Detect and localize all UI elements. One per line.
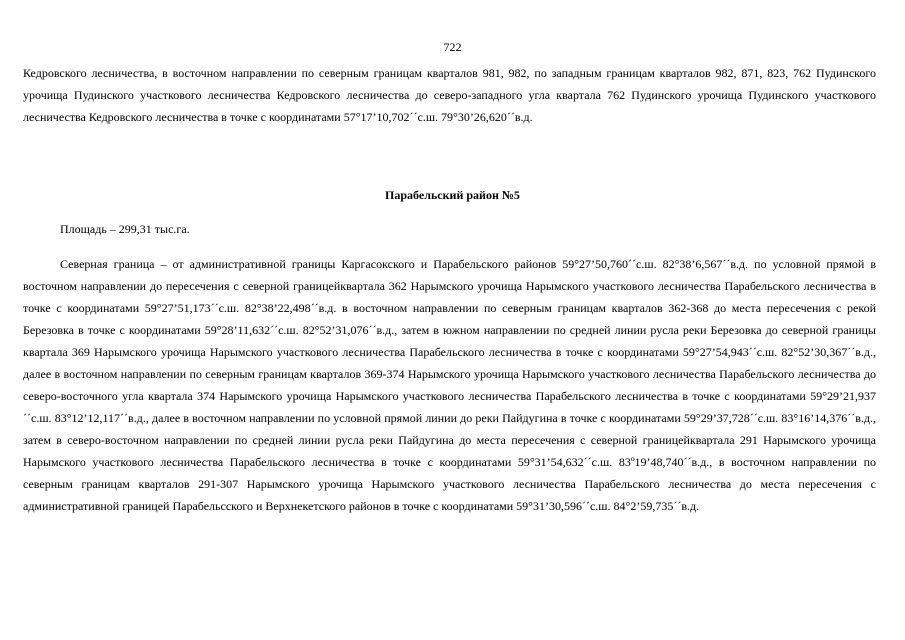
paragraph-continuation: Кедровского лесничества, в восточном направлении по северным границам кварталов 981, 982, по западным границам кварталов 982, 871, 823, 762 Пудинского урочища Пудинского участкового лесничества Кедровского лесничества до северо-западного угла квартала 762 Пудинского урочища Пудинского участкового лесничества Кедровского лесничества в точке с координатами 57°17’10,702´´с.ш. 79°30’26,620´´в.д. <box>23 66 876 124</box>
area-line: Площадь – 299,31 тыс.га. <box>60 222 190 236</box>
page-number: 722 <box>443 40 462 54</box>
paragraph-northern-border: Северная граница – от административной границы Каргасокского и Парабельского районов 59°27’50,760´´с.ш. 82°38’6,567´´в.д. по условной прямой в восточном направлении до пересечения с северной границейквартала 362 Нарымского урочища Нарымского участкового лесничества Парабельского лесничества в точке с координатами 59°27’51,173´´с.ш. 82°38’22,498´´в.д. в восточном направлении по северным границам кварталов 362-368 до места пересечения с рекой Березовка в точке с координатами 59°28’11,632´´с.ш. 82°52’31,076´´в.д., затем в южном направлении по средней линии русла реки Березовка до северной границы квартала 369 Нарымского урочища Нарымского участкового лесничества Парабельского лесничества в точке с координатами 59°27’54,943´´с.ш. 82°52’30,367´´в.д., далее в восточном направлении по северным границам кварталов 369-374 Нарымского урочища Нарымского участкового лесничества Парабельского лесничества до северо-восточного угла квартала 374 Нарымского урочища Нарымского участкового лесничества Парабельского лесничества в точке с координатами 59°29’21,937´´с.ш. 83°12’12,117´´в.д., далее в восточном направлении по условной прямой линии до реки Пайдугина в точке с координатами 59°29’37,728´´с.ш. 83°16’14,376´´в.д., затем в северо-восточном направлении по средней линии русла реки Пайдугина до места пересечения с северной границейквартала 291 Нарымского урочища Нарымского участкового лесничества Парабельского лесничества в точке с координатами 59°31’54,632´´с.ш. 83º19’48,740´´в.д., в восточном направлении по северным границам кварталов 291-307 Нарымского урочища Нарымского участкового лесничества Парабельского лесничества до места пересечения с административной границей Парабельсского и Верхнекетского районов в точке с координатами 59°31’30,596´´с.ш. 84°2’59,735´´в.д. <box>23 257 876 513</box>
section-heading: Парабельский район №5 <box>385 188 520 202</box>
